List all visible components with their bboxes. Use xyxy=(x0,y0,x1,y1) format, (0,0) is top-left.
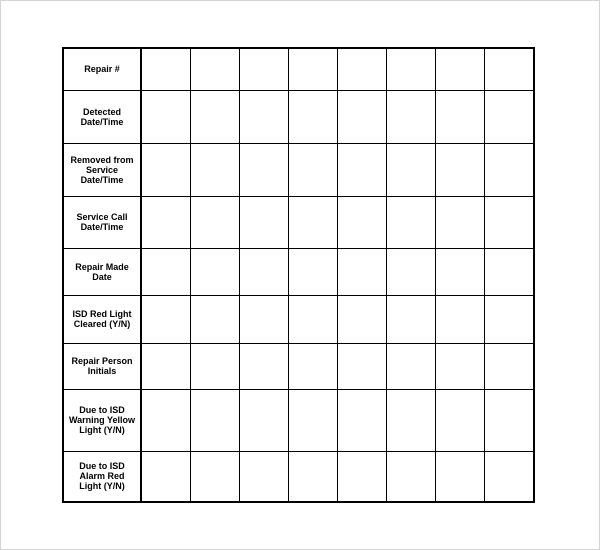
table-row xyxy=(63,295,534,343)
row-label: Due to ISD Warning Yellow Light (Y/N) xyxy=(63,389,141,451)
empty-cell[interactable] xyxy=(387,90,436,143)
empty-cell[interactable] xyxy=(240,295,289,343)
empty-cell[interactable] xyxy=(338,48,387,90)
row-label: ISD Red Light Cleared (Y/N) xyxy=(63,295,141,343)
empty-cell[interactable] xyxy=(240,389,289,451)
empty-cell[interactable] xyxy=(338,143,387,196)
empty-cell[interactable] xyxy=(289,451,338,502)
table-row xyxy=(63,48,534,90)
empty-cell[interactable] xyxy=(289,389,338,451)
table-row xyxy=(63,90,534,143)
empty-cell[interactable] xyxy=(141,343,191,389)
empty-cell[interactable] xyxy=(338,248,387,295)
empty-cell[interactable] xyxy=(387,295,436,343)
empty-cell[interactable] xyxy=(191,248,240,295)
empty-cell[interactable] xyxy=(141,196,191,248)
empty-cell[interactable] xyxy=(436,248,485,295)
empty-cell[interactable] xyxy=(485,48,535,90)
empty-cell[interactable] xyxy=(485,389,535,451)
empty-cell[interactable] xyxy=(240,248,289,295)
empty-cell[interactable] xyxy=(436,48,485,90)
empty-cell[interactable] xyxy=(436,90,485,143)
empty-cell[interactable] xyxy=(338,295,387,343)
repair-log-table xyxy=(62,47,535,503)
empty-cell[interactable] xyxy=(436,196,485,248)
empty-cell[interactable] xyxy=(387,343,436,389)
empty-cell[interactable] xyxy=(387,389,436,451)
empty-cell[interactable] xyxy=(338,343,387,389)
empty-cell[interactable] xyxy=(191,48,240,90)
empty-cell[interactable] xyxy=(141,451,191,502)
row-label: Repair Made Date xyxy=(63,248,141,295)
empty-cell[interactable] xyxy=(240,143,289,196)
empty-cell[interactable] xyxy=(387,196,436,248)
row-label: Repair # xyxy=(63,48,141,90)
empty-cell[interactable] xyxy=(338,196,387,248)
empty-cell[interactable] xyxy=(387,48,436,90)
empty-cell[interactable] xyxy=(436,389,485,451)
empty-cell[interactable] xyxy=(289,343,338,389)
empty-cell[interactable] xyxy=(485,451,535,502)
empty-cell[interactable] xyxy=(436,143,485,196)
empty-cell[interactable] xyxy=(289,248,338,295)
empty-cell[interactable] xyxy=(387,143,436,196)
empty-cell[interactable] xyxy=(387,451,436,502)
empty-cell[interactable] xyxy=(191,143,240,196)
empty-cell[interactable] xyxy=(240,48,289,90)
table-row xyxy=(63,196,534,248)
table-row xyxy=(63,389,534,451)
row-label: Due to ISD Alarm Red Light (Y/N) xyxy=(63,451,141,502)
empty-cell[interactable] xyxy=(485,90,535,143)
empty-cell[interactable] xyxy=(289,295,338,343)
empty-cell[interactable] xyxy=(191,196,240,248)
empty-cell[interactable] xyxy=(141,90,191,143)
empty-cell[interactable] xyxy=(141,389,191,451)
empty-cell[interactable] xyxy=(485,295,535,343)
empty-cell[interactable] xyxy=(387,248,436,295)
empty-cell[interactable] xyxy=(240,90,289,143)
empty-cell[interactable] xyxy=(191,343,240,389)
empty-cell[interactable] xyxy=(240,343,289,389)
empty-cell[interactable] xyxy=(191,389,240,451)
table-row xyxy=(63,143,534,196)
empty-cell[interactable] xyxy=(485,196,535,248)
empty-cell[interactable] xyxy=(485,248,535,295)
empty-cell[interactable] xyxy=(436,451,485,502)
row-label: Service Call Date/Time xyxy=(63,196,141,248)
row-label: Removed from Service Date/Time xyxy=(63,143,141,196)
empty-cell[interactable] xyxy=(141,295,191,343)
empty-cell[interactable] xyxy=(338,451,387,502)
empty-cell[interactable] xyxy=(191,295,240,343)
empty-cell[interactable] xyxy=(141,248,191,295)
row-label: Repair Person Initials xyxy=(63,343,141,389)
empty-cell[interactable] xyxy=(485,143,535,196)
empty-cell[interactable] xyxy=(436,343,485,389)
empty-cell[interactable] xyxy=(240,196,289,248)
row-label: Detected Date/Time xyxy=(63,90,141,143)
empty-cell[interactable] xyxy=(289,196,338,248)
empty-cell[interactable] xyxy=(191,451,240,502)
table-row xyxy=(63,248,534,295)
empty-cell[interactable] xyxy=(338,90,387,143)
empty-cell[interactable] xyxy=(485,343,535,389)
empty-cell[interactable] xyxy=(436,295,485,343)
table-row xyxy=(63,343,534,389)
empty-cell[interactable] xyxy=(289,90,338,143)
empty-cell[interactable] xyxy=(141,143,191,196)
empty-cell[interactable] xyxy=(338,389,387,451)
empty-cell[interactable] xyxy=(289,143,338,196)
empty-cell[interactable] xyxy=(240,451,289,502)
empty-cell[interactable] xyxy=(289,48,338,90)
table-row xyxy=(63,451,534,502)
empty-cell[interactable] xyxy=(141,48,191,90)
empty-cell[interactable] xyxy=(191,90,240,143)
